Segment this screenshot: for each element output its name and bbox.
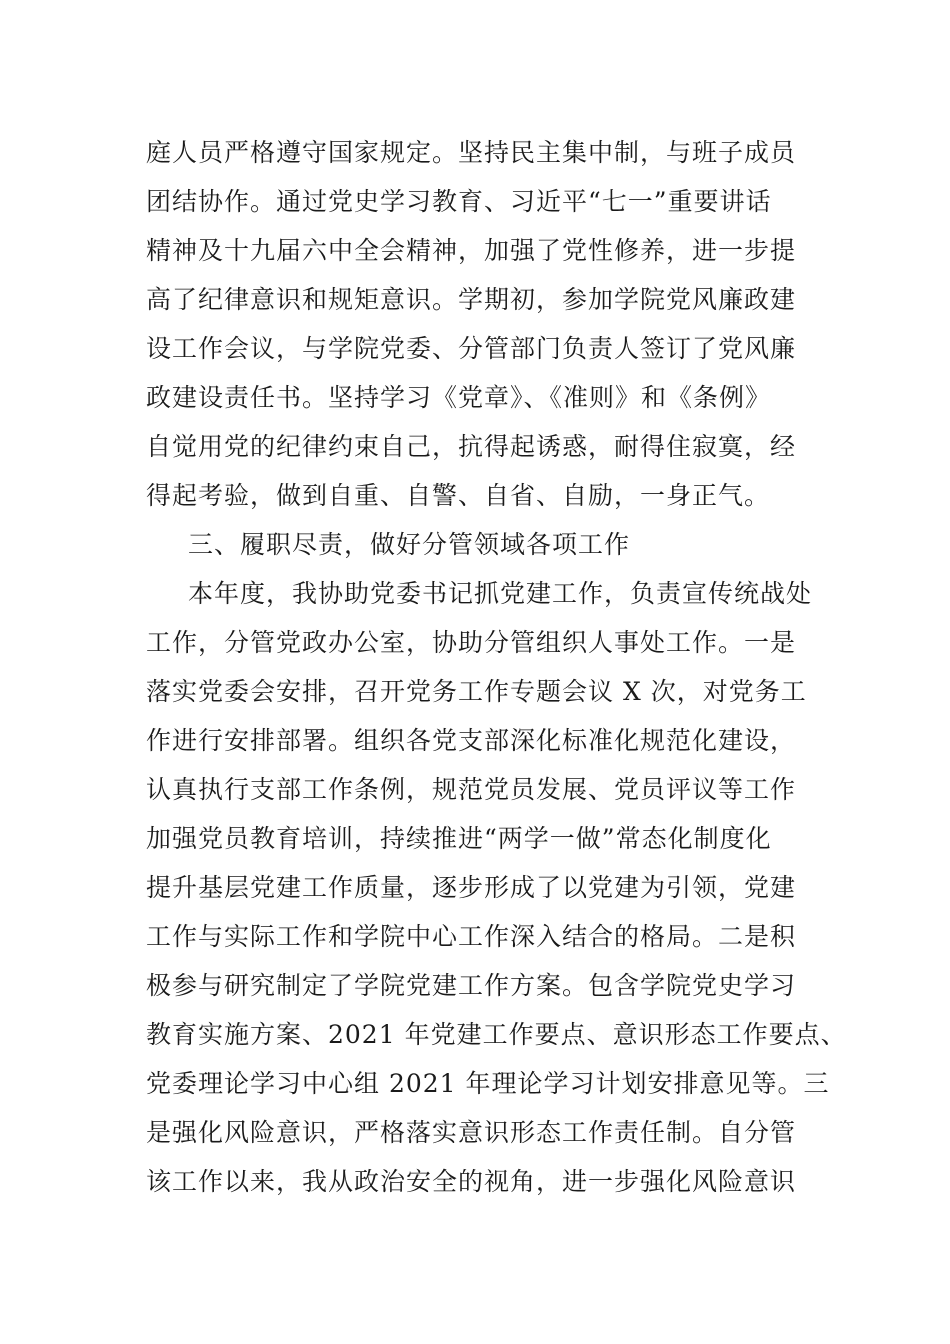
text-line: 是强化风险意识，严格落实意识形态工作责任制。自分管 xyxy=(146,1118,797,1147)
text-line: 高了纪律意识和规矩意识。学期初，参加学院党风廉政建 xyxy=(146,285,797,314)
paragraph-first-line: 本年度，我协助党委书记抓党建工作，负责宣传统战处 xyxy=(188,579,813,608)
text-line: 提升基层党建工作质量，逐步形成了以党建为引领，党建 xyxy=(146,873,797,902)
text-line: 党委理论学习中心组 2021 年理论学习计划安排意见等。三 xyxy=(146,1069,830,1098)
text-line: 庭人员严格遵守国家规定。坚持民主集中制，与班子成员 xyxy=(146,138,797,167)
text-line: 工作，分管党政办公室，协助分管组织人事处工作。一是 xyxy=(146,628,797,657)
text-line: 该工作以来，我从政治安全的视角，进一步强化风险意识 xyxy=(146,1167,797,1196)
text-line: 认真执行支部工作条例，规范党员发展、党员评议等工作 xyxy=(146,775,797,804)
text-line: 极参与研究制定了学院党建工作方案。包含学院党史学习 xyxy=(146,971,797,1000)
text-line: 自觉用党的纪律约束自己，抗得起诱惑，耐得住寂寞，经 xyxy=(146,432,797,461)
text-line: 精神及十九届六中全会精神，加强了党性修养，进一步提 xyxy=(146,236,797,265)
text-line: 工作与实际工作和学院中心工作深入结合的格局。二是积 xyxy=(146,922,797,951)
text-line: 作进行安排部署。组织各党支部深化标准化规范化建设， xyxy=(146,726,797,755)
text-line: 加强党员教育培训，持续推进“两学一做”常态化制度化 xyxy=(146,824,772,853)
text-line: 落实党委会安排，召开党务工作专题会议 X 次，对党务工 xyxy=(146,677,807,706)
body-text xyxy=(146,128,846,1206)
text-line: 政建设责任书。坚持学习《党章》、《准则》和《条例》 xyxy=(146,383,772,412)
text-line: 教育实施方案、2021 年党建工作要点、意识形态工作要点、 xyxy=(146,1020,847,1049)
text-line: 得起考验，做到自重、自警、自省、自励，一身正气。 xyxy=(146,481,771,510)
section-heading: 三、履职尽责，做好分管领域各项工作 xyxy=(188,530,631,559)
text-line: 设工作会议，与学院党委、分管部门负责人签订了党风廉 xyxy=(146,334,797,363)
text-line: 团结协作。通过党史学习教育、习近平“七一”重要讲话 xyxy=(146,187,772,216)
